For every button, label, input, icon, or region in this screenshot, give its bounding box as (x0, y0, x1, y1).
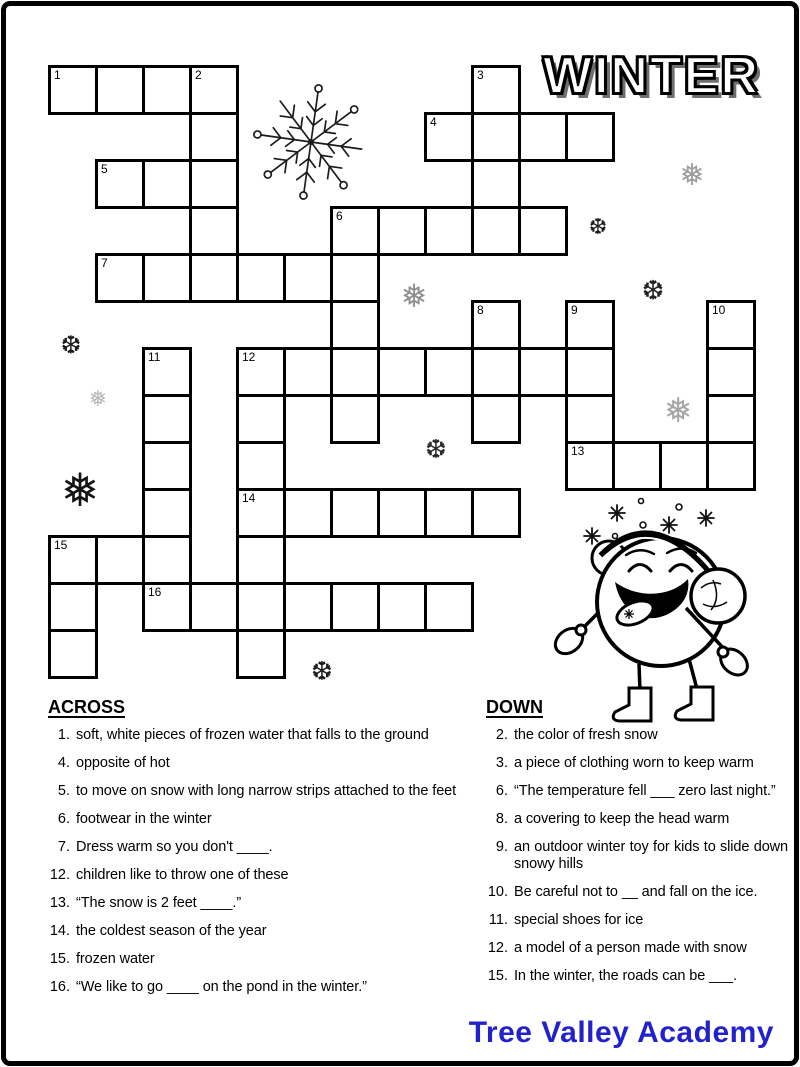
snowflake-icon: ❆ (588, 215, 608, 240)
cell-number: 9 (571, 303, 578, 317)
grid-cell (377, 347, 427, 397)
snowflake-icon: ❅ (663, 391, 693, 431)
grid-cell (471, 206, 521, 256)
clue-text: a model of a person made with snow (514, 940, 747, 956)
grid-cell (565, 347, 615, 397)
cell-number: 6 (336, 209, 343, 223)
clue-number: 8. (495, 811, 508, 827)
grid-cell (706, 300, 756, 350)
grid-cell (377, 206, 427, 256)
grid-cell (330, 582, 380, 632)
grid-cell (377, 582, 427, 632)
grid-cell (142, 441, 192, 491)
clue-text: In the winter, the roads can be ___. (514, 968, 737, 984)
cell-number: 7 (101, 256, 108, 270)
clue-down-11 (482, 912, 788, 929)
grid-cell (330, 394, 380, 444)
grid-cell (189, 206, 239, 256)
grid-cell (236, 488, 286, 538)
grid-cell (424, 206, 474, 256)
leg-right (689, 659, 697, 689)
clue-down-15 (482, 968, 788, 985)
grid-cell (612, 441, 662, 491)
grid-cell (236, 535, 286, 585)
down-heading: DOWN (486, 697, 543, 717)
clue-text: a covering to keep the head warm (514, 811, 730, 827)
clue-text: an outdoor winter toy for kids to slide down snowy hills (514, 839, 788, 872)
sparkle-icon (609, 505, 625, 521)
cell-number: 1 (54, 68, 61, 82)
grid-cell (189, 582, 239, 632)
grid-cell (471, 300, 521, 350)
grid-cell (283, 347, 333, 397)
down-list (482, 727, 788, 985)
grid-cell (518, 112, 568, 162)
sparkle-icon (661, 517, 677, 533)
snowflake-icon: ❅ (60, 463, 100, 517)
clue-down-6 (482, 783, 788, 800)
grid-cell (471, 159, 521, 209)
clue-text: “The snow is 2 feet ____.” (76, 895, 242, 911)
grid-cell (330, 347, 380, 397)
grid-cell (236, 629, 286, 679)
across-heading: ACROSS (48, 697, 126, 717)
down-section (482, 697, 788, 996)
grid-cell (142, 159, 192, 209)
clue-number: 10. (487, 884, 508, 900)
grid-cell (95, 535, 145, 585)
grid-cell (95, 253, 145, 303)
grid-cell (236, 582, 286, 632)
grid-cell (95, 159, 145, 209)
grid-cell (424, 347, 474, 397)
cell-number: 15 (54, 538, 68, 552)
grid-cell (471, 65, 521, 115)
clue-number: 4. (57, 755, 70, 771)
grid-cell (283, 488, 333, 538)
grid-cell (471, 112, 521, 162)
grid-cell (424, 582, 474, 632)
clue-across-4 (44, 755, 458, 772)
grid-cell (283, 582, 333, 632)
clue-number: 1. (57, 727, 70, 743)
clue-number: 6. (57, 811, 70, 827)
cell-number: 2 (195, 68, 202, 82)
clue-across-14 (44, 923, 458, 940)
grid-cell (236, 253, 286, 303)
cell-number: 13 (571, 444, 585, 458)
snowflake-icon: ❆ (425, 435, 447, 465)
clue-number: 15. (487, 968, 508, 984)
clue-text: to move on snow with long narrow strips attached to the feet (76, 783, 457, 799)
grid-cell (189, 65, 239, 115)
clue-text: “The temperature fell ___ zero last night.” (514, 783, 776, 799)
clue-across-13 (44, 895, 458, 912)
brand-logo-text: Tree Valley Academy (468, 1016, 774, 1049)
sparkle-icon (584, 528, 600, 544)
clue-text: soft, white pieces of frozen water that falls to the ground (76, 727, 429, 743)
grid-cell (48, 582, 98, 632)
grid-cell (189, 159, 239, 209)
cell-number: 4 (430, 115, 437, 129)
cell-number: 14 (242, 491, 256, 505)
cell-number: 8 (477, 303, 484, 317)
grid-cell (142, 488, 192, 538)
cell-number: 16 (148, 585, 162, 599)
clue-down-9 (482, 839, 788, 873)
grid-cell (142, 253, 192, 303)
grid-cell (330, 300, 380, 350)
sparkle-icon (698, 510, 714, 526)
clue-text: the color of fresh snow (514, 727, 658, 743)
grid-cell (706, 441, 756, 491)
clue-text: a piece of clothing worn to keep warm (514, 755, 754, 771)
grid-cell (48, 65, 98, 115)
across-list (44, 727, 458, 996)
cell-number: 10 (712, 303, 726, 317)
clue-text: footwear in the winter (76, 811, 212, 827)
clue-down-2 (482, 727, 788, 744)
clue-down-12 (482, 940, 788, 957)
grid-cell (565, 300, 615, 350)
grid-cell (142, 347, 192, 397)
clue-text: Dress warm so you don't ____. (76, 839, 273, 855)
clue-number: 12. (487, 940, 508, 956)
clue-number: 7. (57, 839, 70, 855)
clue-across-16 (44, 979, 458, 996)
clue-number: 13. (49, 895, 70, 911)
grid-cell (142, 535, 192, 585)
grid-cell (95, 65, 145, 115)
clue-across-7 (44, 839, 458, 856)
grid-cell (424, 488, 474, 538)
snowflake-icon: ❅ (679, 158, 705, 193)
clue-across-1 (44, 727, 458, 744)
grid-cell (424, 112, 474, 162)
clue-text: Be careful not to __ and fall on the ice. (514, 884, 758, 900)
clue-number: 5. (57, 783, 70, 799)
snowflake-icon: ❆ (311, 657, 333, 687)
grid-cell (706, 347, 756, 397)
grid-cell (236, 394, 286, 444)
cell-number: 12 (242, 350, 256, 364)
clue-number: 2. (495, 727, 508, 743)
clue-number: 14. (49, 923, 70, 939)
grid-cell (142, 394, 192, 444)
snowflake-icon: ❆ (641, 275, 665, 307)
grid-cell (330, 206, 380, 256)
clue-text: “We like to go ____ on the pond in the winter.” (76, 979, 367, 995)
clue-text: frozen water (76, 951, 155, 967)
clue-across-15 (44, 951, 458, 968)
snowflake-icon: ❅ (88, 387, 108, 412)
grid-cell (706, 394, 756, 444)
clue-number: 15. (49, 951, 70, 967)
clue-number: 16. (49, 979, 70, 995)
clue-text: the coldest season of the year (76, 923, 267, 939)
grid-cell (377, 488, 427, 538)
clue-across-6 (44, 811, 458, 828)
snowflake-icon: ❅ (400, 277, 428, 315)
grid-cell (283, 253, 333, 303)
earmuff-right (691, 569, 745, 623)
across-section (44, 697, 458, 1007)
clue-number: 11. (488, 912, 508, 928)
clue-down-8 (482, 811, 788, 828)
grid-cell (330, 488, 380, 538)
grid-cell (48, 535, 98, 585)
grid-cell (236, 441, 286, 491)
clue-down-10 (482, 884, 788, 901)
grid-cell (659, 441, 709, 491)
clue-text: special shoes for ice (514, 912, 644, 928)
grid-cell (471, 488, 521, 538)
cell-number: 11 (148, 350, 161, 364)
grid-cell (518, 347, 568, 397)
page-title: WINTER (542, 47, 760, 105)
grid-cell (189, 112, 239, 162)
snowflake-icon: ❆ (60, 330, 82, 360)
clue-number: 6. (495, 783, 508, 799)
grid-cell (48, 629, 98, 679)
grid-cell (471, 347, 521, 397)
grid-cell (236, 347, 286, 397)
grid-cell (565, 441, 615, 491)
grid-cell (565, 394, 615, 444)
grid-cell (142, 582, 192, 632)
grid-cell (189, 253, 239, 303)
clue-text: opposite of hot (76, 755, 170, 771)
clue-number: 3. (495, 755, 508, 771)
clue-number: 12. (49, 867, 70, 883)
grid-cell (330, 253, 380, 303)
grid-cell (142, 65, 192, 115)
grid-cell (565, 112, 615, 162)
clue-down-3 (482, 755, 788, 772)
cell-number: 5 (101, 162, 108, 176)
clue-text: children like to throw one of these (76, 867, 289, 883)
clue-across-12 (44, 867, 458, 884)
clue-across-5 (44, 783, 458, 800)
grid-cell (518, 206, 568, 256)
clue-number: 9. (495, 839, 508, 855)
grid-cell (471, 394, 521, 444)
cell-number: 3 (477, 68, 484, 82)
snowman-illustration (543, 492, 783, 732)
